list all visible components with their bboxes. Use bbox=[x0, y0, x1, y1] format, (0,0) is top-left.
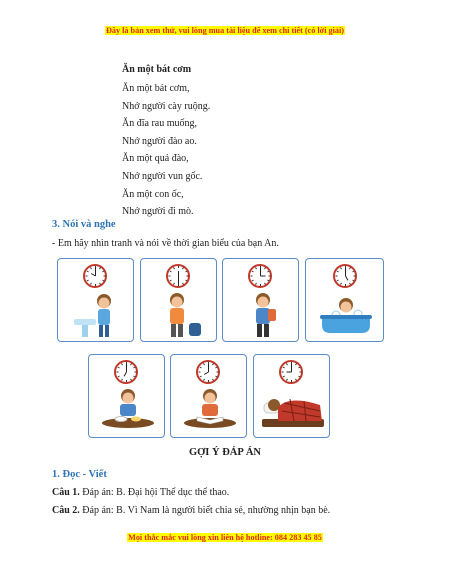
clock-icon bbox=[114, 360, 138, 384]
clock-tick bbox=[295, 379, 297, 381]
clock-tick bbox=[264, 283, 266, 285]
clock-tick bbox=[267, 280, 269, 282]
book-icon bbox=[181, 387, 239, 435]
clock-tick bbox=[185, 271, 187, 273]
clock-tick bbox=[182, 267, 184, 269]
clock-tick bbox=[133, 376, 135, 378]
clock-tick bbox=[117, 376, 119, 378]
clock-tick bbox=[169, 271, 171, 273]
clock-icon bbox=[279, 360, 303, 384]
clock-tick bbox=[134, 372, 136, 373]
clock-tick bbox=[212, 363, 214, 365]
poem-line: Nhớ người vun gốc. bbox=[122, 170, 203, 182]
clock-icon bbox=[83, 264, 107, 288]
clock-tick bbox=[282, 376, 284, 378]
clock-tick bbox=[95, 284, 96, 286]
clock-tick bbox=[340, 283, 342, 285]
clock-tick bbox=[102, 280, 104, 282]
clock-icon bbox=[248, 264, 272, 288]
poem-line: Ăn một con ốc, bbox=[122, 188, 184, 200]
panel-backpack bbox=[222, 258, 299, 342]
clock-tick bbox=[117, 367, 119, 369]
clock-tick bbox=[116, 372, 118, 373]
poem-line: Nhớ người cày ruộng. bbox=[122, 100, 211, 112]
clock-hour-hand bbox=[204, 372, 209, 376]
bottom-banner-text: Mọi thắc mắc vui lòng xin liên hệ hotline: 084 283 45 85 bbox=[128, 533, 322, 542]
clock-hour-hand bbox=[345, 276, 349, 281]
bottom-hotline-banner bbox=[0, 533, 450, 542]
clock-tick bbox=[168, 276, 170, 277]
clock-tick bbox=[99, 283, 101, 285]
clock-tick bbox=[215, 376, 217, 378]
clock-tick bbox=[185, 280, 187, 282]
clock-tick bbox=[130, 363, 132, 365]
bathtub-icon bbox=[318, 291, 374, 339]
brushing-teeth-icon bbox=[70, 291, 122, 339]
clock-tick bbox=[208, 380, 209, 382]
poem-title: Ăn một bát cơm bbox=[122, 64, 192, 75]
panel-ready-for-school bbox=[140, 258, 217, 342]
panel-brushing-teeth bbox=[57, 258, 134, 342]
clock-minute-hand bbox=[291, 364, 292, 372]
schoolbag-icon bbox=[155, 291, 207, 339]
answer-1 bbox=[52, 487, 229, 498]
poem-line: Ăn một quả đào, bbox=[122, 153, 189, 165]
clock-tick bbox=[352, 280, 354, 282]
panel-eating bbox=[88, 354, 165, 438]
clock-tick bbox=[86, 280, 88, 282]
clock-tick bbox=[353, 276, 355, 277]
top-banner-text: Đây là bản xem thử, vui lòng mua tài liệu để xem chi tiết (có lời giải) bbox=[105, 26, 344, 35]
clock-tick bbox=[130, 379, 132, 381]
clock-tick bbox=[169, 280, 171, 282]
panel-bathing bbox=[305, 258, 384, 342]
clock-icon bbox=[333, 264, 357, 288]
clock-tick bbox=[90, 267, 92, 269]
clock-tick bbox=[102, 271, 104, 273]
clock-tick bbox=[299, 372, 301, 373]
section-3-instruction: - Em hãy nhìn tranh và nói về thời gian biểu của bạn An. bbox=[52, 238, 279, 249]
clock-tick bbox=[250, 276, 252, 277]
answer-2-label: Câu 2. bbox=[52, 505, 80, 516]
clock-tick bbox=[133, 367, 135, 369]
clock-tick bbox=[178, 266, 179, 268]
clock-tick bbox=[203, 363, 205, 365]
poem-line: Ăn đĩa rau muống, bbox=[122, 118, 197, 130]
clock-tick bbox=[182, 283, 184, 285]
clock-tick bbox=[251, 280, 253, 282]
clock-tick bbox=[90, 283, 92, 285]
clock-tick bbox=[216, 372, 218, 373]
poem-line: Nhớ người đi mò. bbox=[122, 206, 194, 218]
clock-tick bbox=[260, 284, 261, 286]
clock-tick bbox=[198, 372, 200, 373]
clock-tick bbox=[336, 280, 338, 282]
clock-hour-hand bbox=[261, 275, 266, 276]
bed-icon bbox=[260, 389, 326, 435]
clock-tick bbox=[295, 363, 297, 365]
clock-tick bbox=[173, 267, 175, 269]
clock-icon bbox=[196, 360, 220, 384]
clock-tick bbox=[286, 379, 288, 381]
clock-icon bbox=[166, 264, 190, 288]
clock-tick bbox=[349, 267, 351, 269]
clock-tick bbox=[267, 271, 269, 273]
clock-tick bbox=[255, 267, 257, 269]
clock-minute-hand bbox=[95, 268, 96, 276]
clock-tick bbox=[121, 363, 123, 365]
clock-tick bbox=[282, 367, 284, 369]
backpack-icon bbox=[237, 291, 289, 339]
clock-minute-hand bbox=[260, 268, 261, 276]
clock-tick bbox=[281, 372, 283, 373]
clock-tick bbox=[298, 367, 300, 369]
clock-tick bbox=[86, 271, 88, 273]
clock-tick bbox=[99, 267, 101, 269]
answer-2-text: Đáp án: B. Vì Nam là người biết chia sẻ, nhường nhịn bạn bè. bbox=[79, 505, 331, 516]
clock-tick bbox=[85, 276, 87, 277]
clock-tick bbox=[215, 367, 217, 369]
clock-tick bbox=[212, 379, 214, 381]
clock-minute-hand bbox=[178, 276, 179, 284]
clock-tick bbox=[268, 276, 270, 277]
clock-tick bbox=[336, 271, 338, 273]
clock-tick bbox=[298, 376, 300, 378]
clock-tick bbox=[199, 367, 201, 369]
clock-hour-hand bbox=[124, 372, 128, 377]
clock-tick bbox=[186, 276, 188, 277]
answer-1-text: Đáp án: B. Đại hội Thể dục thể thao. bbox=[79, 487, 230, 498]
clock-tick bbox=[255, 283, 257, 285]
clock-tick bbox=[291, 380, 292, 382]
clock-minute-hand bbox=[208, 364, 209, 372]
clock-tick bbox=[340, 267, 342, 269]
clock-tick bbox=[121, 379, 123, 381]
poem-line: Nhớ người đào ao. bbox=[122, 135, 197, 147]
top-preview-banner bbox=[0, 26, 450, 35]
clock-tick bbox=[199, 376, 201, 378]
poem-line: Ăn một bát cơm, bbox=[122, 83, 190, 94]
section-1-heading: 1. Đọc - Viết bbox=[52, 469, 107, 480]
clock-tick bbox=[264, 267, 266, 269]
clock-tick bbox=[349, 283, 351, 285]
clock-tick bbox=[203, 379, 205, 381]
answer-2 bbox=[52, 505, 330, 516]
panel-sleeping bbox=[253, 354, 330, 438]
answer-1-label: Câu 1. bbox=[52, 487, 80, 498]
answer-title: GỢI Ý ĐÁP ÁN bbox=[188, 447, 262, 458]
clock-tick bbox=[178, 284, 179, 286]
clock-tick bbox=[251, 271, 253, 273]
clock-tick bbox=[103, 276, 105, 277]
clock-minute-hand bbox=[345, 268, 346, 276]
clock-tick bbox=[352, 271, 354, 273]
clock-tick bbox=[173, 283, 175, 285]
eating-icon bbox=[99, 387, 157, 435]
panel-studying bbox=[170, 354, 247, 438]
section-3-heading: 3. Nói và nghe bbox=[52, 219, 116, 230]
clock-tick bbox=[286, 363, 288, 365]
clock-tick bbox=[345, 284, 346, 286]
clock-tick bbox=[335, 276, 337, 277]
clock-tick bbox=[126, 380, 127, 382]
clock-minute-hand bbox=[126, 364, 127, 372]
poem bbox=[122, 64, 210, 224]
